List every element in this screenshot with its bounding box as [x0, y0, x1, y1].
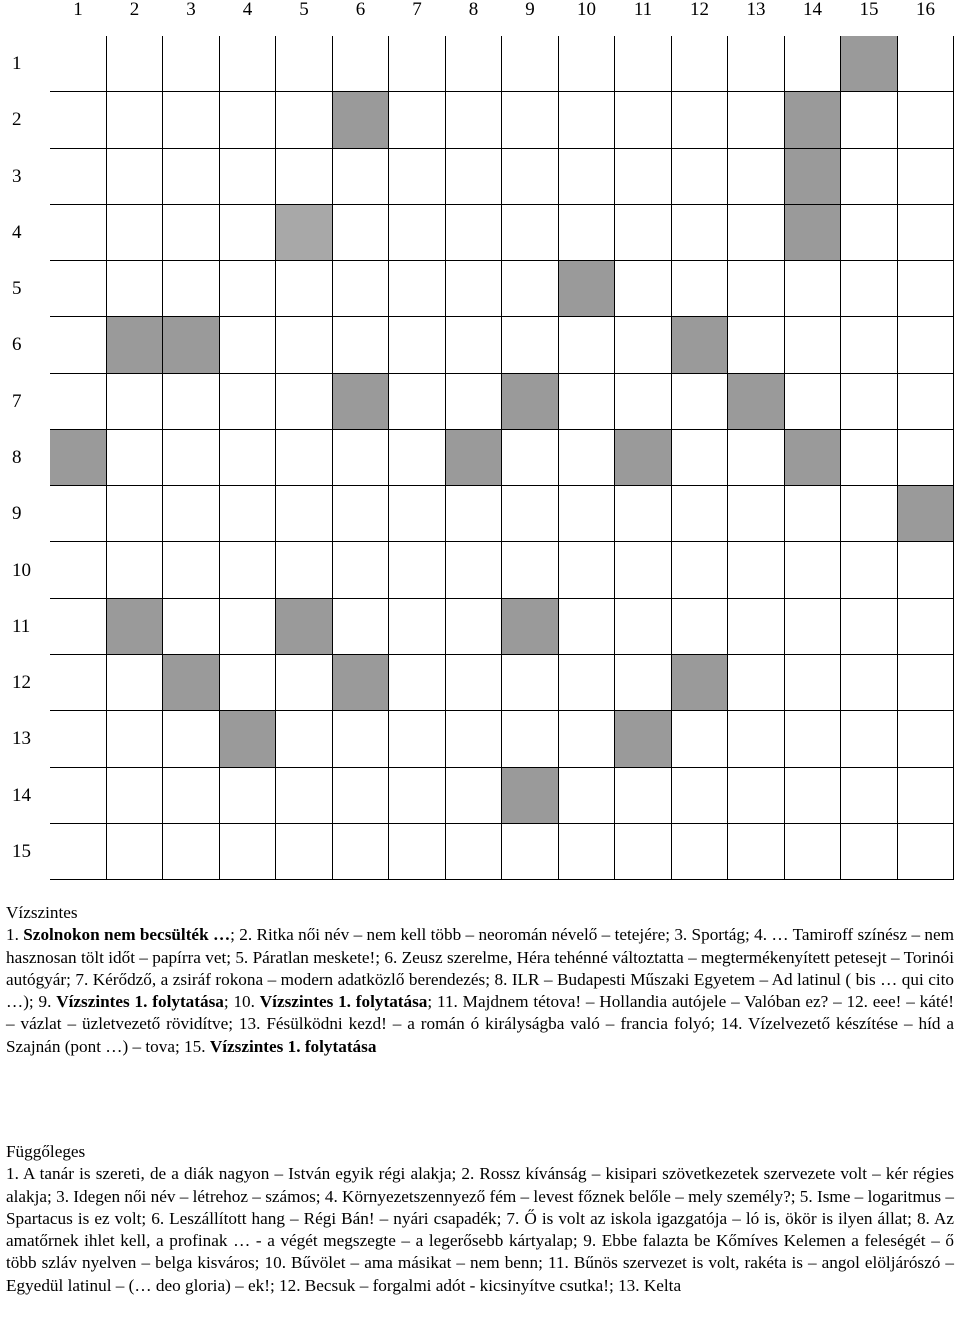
shaded-cell: [333, 655, 390, 711]
grid-cell[interactable]: [107, 824, 164, 880]
grid-cell[interactable]: [785, 711, 842, 767]
grid-cell[interactable]: [898, 768, 955, 824]
grid-cell[interactable]: [389, 317, 446, 373]
row-number: 15: [12, 840, 31, 862]
grid-cell[interactable]: [163, 486, 220, 542]
column-number: 16: [916, 0, 935, 20]
grid-cell[interactable]: [389, 824, 446, 880]
grid-cell[interactable]: [728, 542, 785, 598]
grid-cell[interactable]: [728, 599, 785, 655]
grid-cell[interactable]: [333, 768, 390, 824]
shaded-cell: [785, 205, 842, 261]
shaded-cell: [502, 599, 559, 655]
grid-cell[interactable]: [333, 261, 390, 317]
grid-cell[interactable]: [50, 205, 107, 261]
grid-cell[interactable]: [615, 36, 672, 92]
grid-cell[interactable]: [502, 486, 559, 542]
grid-cell[interactable]: [333, 317, 390, 373]
grid-cell[interactable]: [559, 205, 616, 261]
grid-cell[interactable]: [220, 374, 277, 430]
grid-cell[interactable]: [446, 542, 503, 598]
grid-cell[interactable]: [276, 92, 333, 148]
grid-cell[interactable]: [107, 205, 164, 261]
grid-cell[interactable]: [615, 486, 672, 542]
grid-cell[interactable]: [50, 824, 107, 880]
grid-cell[interactable]: [672, 92, 729, 148]
grid-cell[interactable]: [220, 824, 277, 880]
grid-cell[interactable]: [728, 711, 785, 767]
grid-cell[interactable]: [615, 824, 672, 880]
grid-cell[interactable]: [50, 768, 107, 824]
column-number: 13: [746, 0, 766, 20]
across-clues: [6, 902, 954, 1058]
grid-cell[interactable]: [672, 768, 729, 824]
grid-cell[interactable]: [502, 711, 559, 767]
across-clue-text: 1. Szolnokon nem becsülték …; 2. Ritka női név – nem kell több – neoromán névelő – tetejére; 3. Sportág; 4. … Tamiroff színész – nem hasznosan tölt időt – papírra vet; 5. Páratlan meskete!; 6. Zeusz szerelme, Héra tehénné változtatta – megtermékenyített petesejt – Torinói autógyár; 7. Kérődző, a zsiráf rokona – modern adatközlő berendezés; 8. ILR – Budapesti Műszaki Egyetem – Ad latinul ( bis … qui cito …); 9. Vízszintes 1. folytatása; 10. Vízszintes 1. folytatása; 11. Majdnem tétova! – Hollandia autójele – Valóban ez? – 12. eee! – káté! – vázlat – üzletvezető rövidítve; 13. Fésülködni kezd! – a román ó királyságba való – francia folyó; 14. Vízelvezető készítése – híd a Szajnán (pont …) – tova; 15. Vízszintes 1. folytatása: [6, 925, 954, 1056]
grid-cell[interactable]: [898, 149, 955, 205]
grid-cell[interactable]: [107, 486, 164, 542]
grid-cell[interactable]: [163, 768, 220, 824]
row-number: 3: [12, 165, 22, 187]
grid-cell[interactable]: [841, 542, 898, 598]
row-number: 13: [12, 728, 31, 750]
row-number: 8: [12, 447, 22, 469]
grid-cell[interactable]: [728, 655, 785, 711]
shaded-cell: [559, 261, 616, 317]
grid-cell[interactable]: [615, 92, 672, 148]
grid-cell[interactable]: [446, 655, 503, 711]
column-number: 10: [577, 0, 596, 20]
grid-cell[interactable]: [220, 149, 277, 205]
grid-cell[interactable]: [728, 824, 785, 880]
shaded-cell: [163, 655, 220, 711]
grid-cell[interactable]: [446, 768, 503, 824]
grid-cell[interactable]: [559, 486, 616, 542]
grid-cell[interactable]: [163, 92, 220, 148]
grid-cell[interactable]: [502, 36, 559, 92]
grid-cell[interactable]: [672, 599, 729, 655]
grid-cell[interactable]: [276, 36, 333, 92]
grid-cell[interactable]: [898, 430, 955, 486]
grid-cell[interactable]: [841, 261, 898, 317]
grid-cell[interactable]: [728, 430, 785, 486]
column-number: 14: [803, 0, 822, 20]
grid-cell[interactable]: [276, 261, 333, 317]
grid-cell[interactable]: [107, 430, 164, 486]
grid-cell[interactable]: [220, 36, 277, 92]
shaded-cell: [163, 317, 220, 373]
column-number: 4: [242, 0, 253, 20]
grid-cell[interactable]: [898, 36, 955, 92]
grid-cell[interactable]: [276, 486, 333, 542]
grid-cell[interactable]: [841, 430, 898, 486]
grid-cell[interactable]: [446, 374, 503, 430]
grid-cell[interactable]: [728, 149, 785, 205]
grid-cell[interactable]: [389, 486, 446, 542]
crossword-board: [50, 36, 954, 880]
row-number: 12: [12, 672, 31, 694]
grid-cell[interactable]: [785, 486, 842, 542]
shaded-cell: [841, 36, 898, 92]
shaded-cell: [785, 430, 842, 486]
grid-cell[interactable]: [107, 542, 164, 598]
grid-cell[interactable]: [50, 149, 107, 205]
grid-cell[interactable]: [898, 261, 955, 317]
grid-cell[interactable]: [220, 92, 277, 148]
grid-cell[interactable]: [50, 711, 107, 767]
column-number: 11: [633, 0, 653, 20]
row-number: 11: [12, 615, 31, 637]
grid-cell[interactable]: [50, 261, 107, 317]
grid-cell[interactable]: [559, 542, 616, 598]
grid-cell[interactable]: [672, 430, 729, 486]
grid-cell[interactable]: [163, 149, 220, 205]
grid-cell[interactable]: [502, 205, 559, 261]
grid-cell[interactable]: [615, 599, 672, 655]
grid-cell[interactable]: [615, 261, 672, 317]
grid-cell[interactable]: [898, 317, 955, 373]
shaded-cell: [220, 711, 277, 767]
grid-cell[interactable]: [728, 36, 785, 92]
row-number: 2: [12, 109, 22, 131]
grid-cell[interactable]: [333, 599, 390, 655]
grid-cell[interactable]: [389, 205, 446, 261]
grid-cell[interactable]: [389, 542, 446, 598]
grid-cell[interactable]: [220, 655, 277, 711]
grid-cell[interactable]: [50, 374, 107, 430]
grid-cell[interactable]: [163, 542, 220, 598]
column-number: 15: [859, 0, 879, 20]
grid-cell[interactable]: [389, 374, 446, 430]
grid-cell[interactable]: [841, 317, 898, 373]
row-number: 14: [12, 784, 31, 806]
grid-cell[interactable]: [672, 486, 729, 542]
grid-cell[interactable]: [502, 824, 559, 880]
grid-cell[interactable]: [898, 711, 955, 767]
grid-cell[interactable]: [276, 655, 333, 711]
across-heading: Vízszintes: [6, 903, 78, 922]
grid-cell[interactable]: [446, 36, 503, 92]
grid-cell[interactable]: [107, 261, 164, 317]
grid-cell[interactable]: [615, 374, 672, 430]
grid-cell[interactable]: [728, 261, 785, 317]
grid-cell[interactable]: [841, 599, 898, 655]
grid-cell[interactable]: [163, 374, 220, 430]
grid-cell[interactable]: [389, 92, 446, 148]
grid-cell[interactable]: [559, 317, 616, 373]
grid-cell[interactable]: [898, 542, 955, 598]
shaded-cell: [107, 317, 164, 373]
grid-cell[interactable]: [898, 655, 955, 711]
down-clues: [6, 1141, 954, 1297]
grid-cell[interactable]: [559, 92, 616, 148]
column-number: 6: [355, 0, 366, 20]
grid-cell[interactable]: [163, 824, 220, 880]
grid-cell[interactable]: [841, 486, 898, 542]
grid-cell[interactable]: [446, 711, 503, 767]
row-number: 5: [12, 278, 22, 300]
grid-cell[interactable]: [502, 92, 559, 148]
grid-cell[interactable]: [898, 205, 955, 261]
grid-cell[interactable]: [276, 317, 333, 373]
grid-cell[interactable]: [785, 768, 842, 824]
grid-cell[interactable]: [333, 205, 390, 261]
grid-cell[interactable]: [50, 599, 107, 655]
grid-cell[interactable]: [220, 430, 277, 486]
grid-cell[interactable]: [163, 261, 220, 317]
grid-cell[interactable]: [276, 711, 333, 767]
grid-cell[interactable]: [107, 36, 164, 92]
grid-cell[interactable]: [276, 768, 333, 824]
grid-cell[interactable]: [163, 36, 220, 92]
grid-cell[interactable]: [728, 486, 785, 542]
grid-cell[interactable]: [841, 149, 898, 205]
grid-cell[interactable]: [841, 711, 898, 767]
grid-cell[interactable]: [502, 149, 559, 205]
grid-cell[interactable]: [841, 655, 898, 711]
grid-cell[interactable]: [502, 655, 559, 711]
grid-cell[interactable]: [615, 149, 672, 205]
grid-cell[interactable]: [107, 92, 164, 148]
down-heading: Függőleges: [6, 1142, 86, 1161]
column-number: 8: [468, 0, 479, 20]
grid-cell[interactable]: [220, 205, 277, 261]
grid-cell[interactable]: [276, 824, 333, 880]
grid-cell[interactable]: [728, 768, 785, 824]
grid-cell[interactable]: [276, 430, 333, 486]
shaded-cell: [276, 599, 333, 655]
shaded-cell: [672, 317, 729, 373]
grid-cell[interactable]: [785, 599, 842, 655]
grid-cell[interactable]: [559, 599, 616, 655]
column-number: 9: [525, 0, 535, 20]
grid-cell[interactable]: [446, 92, 503, 148]
grid-cell[interactable]: [333, 149, 390, 205]
grid-cell[interactable]: [446, 824, 503, 880]
grid-cell[interactable]: [333, 542, 390, 598]
shaded-cell: [615, 711, 672, 767]
grid-cell[interactable]: [615, 205, 672, 261]
column-number: 2: [129, 0, 140, 20]
row-number: 6: [12, 334, 22, 356]
grid-cell[interactable]: [220, 317, 277, 373]
grid-cell[interactable]: [785, 374, 842, 430]
grid-cell[interactable]: [785, 36, 842, 92]
grid-cell[interactable]: [163, 430, 220, 486]
grid-cell[interactable]: [446, 486, 503, 542]
grid-cell[interactable]: [785, 261, 842, 317]
row-number: 1: [12, 53, 22, 75]
grid-cell[interactable]: [728, 205, 785, 261]
grid-cell[interactable]: [841, 205, 898, 261]
shaded-cell: [333, 374, 390, 430]
grid-cell[interactable]: [333, 711, 390, 767]
grid-cell[interactable]: [502, 261, 559, 317]
grid-cell[interactable]: [163, 711, 220, 767]
grid-cell[interactable]: [50, 542, 107, 598]
grid-cell[interactable]: [333, 36, 390, 92]
shaded-cell: [785, 149, 842, 205]
grid-cell[interactable]: [220, 768, 277, 824]
grid-cell[interactable]: [728, 317, 785, 373]
shaded-cell: [502, 374, 559, 430]
grid-cell[interactable]: [559, 36, 616, 92]
grid-cell[interactable]: [502, 542, 559, 598]
shaded-cell: [446, 430, 503, 486]
grid-cell[interactable]: [502, 430, 559, 486]
grid-cell[interactable]: [785, 317, 842, 373]
grid-cell[interactable]: [220, 486, 277, 542]
grid-cell[interactable]: [728, 92, 785, 148]
grid-cell[interactable]: [333, 486, 390, 542]
grid-cell[interactable]: [107, 768, 164, 824]
grid-cell[interactable]: [785, 542, 842, 598]
grid-cell[interactable]: [672, 542, 729, 598]
grid-cell[interactable]: [276, 374, 333, 430]
shaded-cell: [728, 374, 785, 430]
grid-cell[interactable]: [672, 205, 729, 261]
row-number: 9: [12, 503, 22, 525]
grid-cell[interactable]: [389, 430, 446, 486]
grid-cell[interactable]: [446, 317, 503, 373]
grid-cell[interactable]: [898, 374, 955, 430]
grid-cell[interactable]: [672, 711, 729, 767]
grid-cell[interactable]: [559, 655, 616, 711]
shaded-cell: [50, 430, 107, 486]
grid-cell[interactable]: [220, 261, 277, 317]
grid-cell[interactable]: [389, 149, 446, 205]
down-clue-text: 1. A tanár is szereti, de a diák nagyon – István egyik régi alakja; 2. Rossz kívánság – kisipari szövetkezetek szervezete volt – kér régies alakja; 3. Idegen női név – létrehoz – számos; 4. Környezetszennyező fém – levest főznek belőle – mely személy?; 5. Isme – logaritmus – Spartacus is ez volt; 6. Leszállított hang – Régi Bán! – nyári csapadék; 7. Ő is volt az iskola igazgatója – ló is, ökör is ilyen állat; 8. Az amatőrnek ihlet kell, a profinak … - a végét megszegte – a legerősebb kártyalap; 9. Ebbe falazta be Kőmíves Kelemen a feleségét – ő több szláv nyelven – belga kisváros; 10. Bűvölet – ama másikat – nem benn; 11. Bűnös szervezet is volt, rakéta is – angol elöljárószó – Egyedül latinul – (… deo gloria) – ek!; 12. Becsuk – forgalmi adót - kicsinyítve csutka!; 13. Kelta: [6, 1164, 954, 1295]
shaded-cell: [107, 599, 164, 655]
row-number: 4: [12, 221, 22, 243]
grid-cell[interactable]: [672, 149, 729, 205]
grid-cell[interactable]: [389, 711, 446, 767]
column-number: 12: [690, 0, 709, 20]
grid-cell[interactable]: [898, 92, 955, 148]
column-number: 5: [299, 0, 309, 20]
grid-cell[interactable]: [841, 824, 898, 880]
grid-cell[interactable]: [559, 711, 616, 767]
shaded-cell: [333, 92, 390, 148]
row-number: 7: [12, 390, 22, 412]
grid-cell[interactable]: [785, 824, 842, 880]
grid-cell[interactable]: [898, 824, 955, 880]
grid-cell[interactable]: [50, 655, 107, 711]
grid-cell[interactable]: [559, 430, 616, 486]
grid-cell[interactable]: [220, 599, 277, 655]
grid-cell[interactable]: [389, 261, 446, 317]
grid-cell[interactable]: [107, 655, 164, 711]
grid-cell[interactable]: [672, 36, 729, 92]
grid-cell[interactable]: [785, 655, 842, 711]
shaded-cell: [672, 655, 729, 711]
grid-cell[interactable]: [107, 374, 164, 430]
grid-cell[interactable]: [50, 92, 107, 148]
grid-cell[interactable]: [672, 374, 729, 430]
shaded-cell: [615, 430, 672, 486]
shaded-cell: [898, 486, 955, 542]
grid-cell[interactable]: [446, 261, 503, 317]
shaded-cell: [502, 768, 559, 824]
grid-cell[interactable]: [50, 36, 107, 92]
grid-cell[interactable]: [276, 542, 333, 598]
grid-cell[interactable]: [615, 317, 672, 373]
grid-cell[interactable]: [220, 542, 277, 598]
grid-cell[interactable]: [389, 655, 446, 711]
grid-cell[interactable]: [841, 768, 898, 824]
grid-cell[interactable]: [898, 599, 955, 655]
grid-cell[interactable]: [446, 205, 503, 261]
grid-cell[interactable]: [50, 486, 107, 542]
grid-cell[interactable]: [841, 92, 898, 148]
grid-cell[interactable]: [389, 36, 446, 92]
grid-cell[interactable]: [333, 430, 390, 486]
grid-cell[interactable]: [615, 542, 672, 598]
grid-cell[interactable]: [276, 149, 333, 205]
grid-cell[interactable]: [615, 768, 672, 824]
grid-cell[interactable]: [559, 149, 616, 205]
grid-cell[interactable]: [446, 599, 503, 655]
grid-cell[interactable]: [389, 599, 446, 655]
grid-cell[interactable]: [107, 149, 164, 205]
column-number: 7: [412, 0, 422, 20]
grid-cell[interactable]: [107, 711, 164, 767]
grid-cell[interactable]: [615, 655, 672, 711]
shaded-cell: [785, 92, 842, 148]
grid-cell[interactable]: [672, 261, 729, 317]
row-number: 10: [12, 559, 31, 581]
grid-cell[interactable]: [672, 824, 729, 880]
grid-cell[interactable]: [50, 317, 107, 373]
grid-cell[interactable]: [559, 768, 616, 824]
column-number: 1: [73, 0, 83, 20]
grid-cell[interactable]: [446, 149, 503, 205]
grid-cell[interactable]: [841, 374, 898, 430]
grid-cell[interactable]: [502, 317, 559, 373]
grid-cell[interactable]: [163, 599, 220, 655]
grid-cell[interactable]: [559, 374, 616, 430]
column-number: 3: [186, 0, 196, 20]
shaded-cell: [276, 205, 333, 261]
grid-cell[interactable]: [333, 824, 390, 880]
grid-cell[interactable]: [389, 768, 446, 824]
grid-cell[interactable]: [163, 205, 220, 261]
grid-cell[interactable]: [559, 824, 616, 880]
